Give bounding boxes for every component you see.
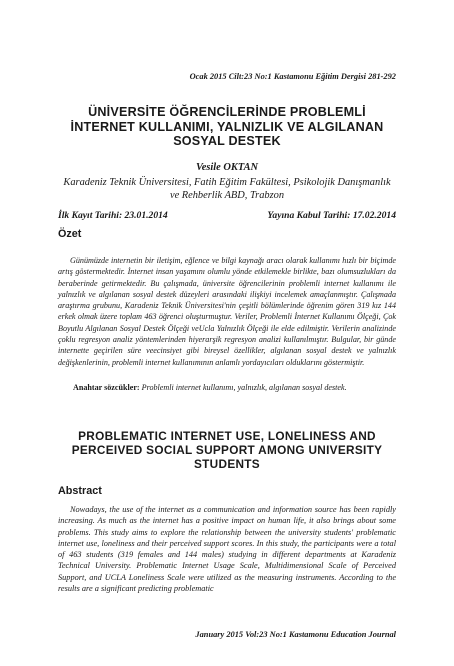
running-header: Ocak 2015 Cilt:23 No:1 Kastamonu Eğitim Dergisi 281-292: [189, 72, 396, 81]
author-name: Vesile OKTAN: [195, 162, 259, 173]
article-title-english: PROBLEMATIC INTERNET USE, LONELINESS AND PERCEIVED SOCIAL SUPPORT AMONG UNIVERSITY STUDENTS: [71, 429, 383, 471]
ozet-heading: Özet: [58, 228, 82, 240]
received-date: İlk Kayıt Tarihi: 23.01.2014: [58, 210, 168, 221]
keywords-text: Problemli internet kullanımı, yalnızlık, algılanan sosyal destek.: [141, 383, 347, 392]
keywords-label: Anahtar sözcükler:: [73, 383, 140, 392]
article-title-turkish: ÜNİVERSİTE ÖĞRENCİLERİNDE PROBLEMLİ İNTERNET KULLANIMI, YALNIZLIK VE ALGILANAN SOSYAL DESTEK: [70, 105, 384, 148]
running-footer: January 2015 Vol:23 No:1 Kastamonu Education Journal: [195, 630, 396, 639]
abstract-text: Nowadays, the use of the internet as a communication and information source has been rapidly increasing. As much as the internet has a positive impact on human life, it also brings about some problems. This study aims to explore the relationship between the university students' problematic internet use, loneliness and their perceived support scores. In this study, the participants were a total of 463 students (319 females and 144 males) studying in different departments at Karadeniz Technical University. Problematic Internet Usage Scale, Multidimensional Scale of Perceived Support, and UCLA Loneliness Scale were utilized as the measuring instruments. According to the results are a significant predicting problematic: [58, 505, 396, 594]
abstract-heading: Abstract: [58, 485, 102, 497]
author-affiliation: Karadeniz Teknik Üniversitesi, Fatih Eğitim Fakültesi, Psikolojik Danışmanlık ve Rehberlik ABD, Trabzon: [63, 177, 391, 202]
keywords-turkish: [73, 382, 403, 393]
ozet-text: Günümüzde internetin bir iletişim, eğlence ve bilgi kaynağı aracı olarak kullanımı hızlı bir biçimde artış göstermektedir. İnternet insan yaşamını olumlu yönde etkilemekle birlikte, bazı olumsuzlukları da beraberinde getirmektedir. Bu çalışmada, üniversite öğrencilerinin problemli internet kullanımı ile yalnızlık ve algılanan sosyal destek düzeyleri arasındaki ilişkiyi incelemek amaçlanmıştır. Çalışmada araştırma grubunu, Karadeniz Teknik Üniversitesi'nin çeşitli bölümlerinde öğrenim gören 319 kız 144 erkek olmak üzere toplam 463 öğrenci oluşturmuştur. Veriler, Problemli İnternet Kullanımı Ölçeği, Çok Boyutlu Algılanan Sosyal Destek Ölçeği veUcla Yalnızlık Ölçeği ile elde edilmiştir. Verilerin analizinde çoklu regresyon analiz yöntemlerinden hiyerarşik regresyon analizi kullanılmıştır. Bulgular, bir günde internette geçirilen süre veecinsiyet gibi bireysel özellikler, algılanan sosyal destek ve yalnızlık değişkenlerinin, problemli internet kullanımının anlamlı yordayıcıları olduklarını göstermiştir.: [58, 256, 396, 367]
accepted-date: Yayına Kabul Tarihi: 17.02.2014: [267, 210, 396, 221]
